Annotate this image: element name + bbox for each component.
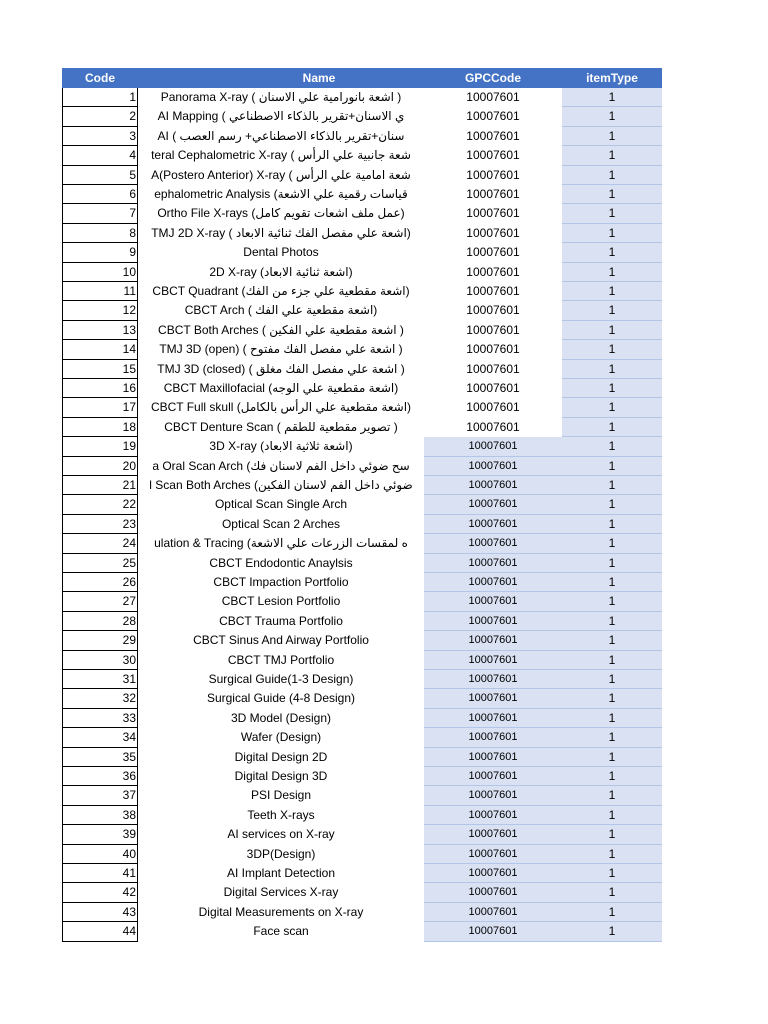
cell-code[interactable]: 15 [62,360,138,379]
cell-name[interactable]: ephalometric Analysis (قياسات رقمية علي الاشعة [154,187,408,201]
cell-itemtype[interactable]: 1 [562,554,662,573]
cell-itemtype[interactable]: 1 [562,282,662,301]
table-row[interactable] [62,243,662,262]
cell-code[interactable]: 30 [62,651,138,670]
cell-name[interactable]: Optical Scan 2 Arches [221,516,341,531]
cell-itemtype[interactable]: 1 [562,786,662,805]
table-row[interactable] [62,495,662,514]
cell-name[interactable]: Face scan [253,924,309,939]
cell-itemtype[interactable]: 1 [562,321,662,340]
cell-name[interactable]: TMJ 3D (closed) ( اشعة علي مفصل الفك مغلق ) [157,361,405,376]
cell-code[interactable]: 3 [62,127,138,146]
cell-itemtype[interactable]: 1 [562,418,662,437]
cell-gpccode[interactable]: 10007601 [466,419,520,434]
cell-code[interactable]: 13 [62,321,138,340]
cell-gpccode[interactable]: 10007601 [424,670,562,689]
table-row[interactable] [62,689,662,708]
cell-gpccode[interactable]: 10007601 [466,381,520,395]
cell-itemtype[interactable]: 1 [562,457,662,476]
table-row[interactable] [62,728,662,747]
cell-itemtype[interactable]: 1 [562,883,662,902]
cell-code[interactable]: 26 [62,573,138,592]
cell-code[interactable]: 8 [62,224,138,243]
cell-code[interactable]: 22 [62,495,138,514]
cell-code[interactable]: 4 [62,146,138,165]
table-row[interactable] [62,612,662,631]
table-row[interactable] [62,398,662,417]
cell-gpccode[interactable]: 10007601 [466,303,520,318]
cell-name[interactable]: CBCT Quadrant (اشعة مقطعية علي جزء من الفك) [152,284,410,298]
cell-itemtype[interactable]: 1 [562,185,662,204]
cell-code[interactable]: 10 [62,263,138,282]
cell-name[interactable]: AI services on X-ray [227,827,335,842]
cell-itemtype[interactable]: 1 [562,767,662,786]
table-row[interactable] [62,321,662,340]
cell-name[interactable]: Surgical Guide(1-3 Design) [208,672,354,686]
cell-gpccode[interactable]: 10007601 [424,845,562,864]
cell-gpccode[interactable]: 10007601 [424,709,562,728]
cell-itemtype[interactable]: 1 [562,166,662,185]
cell-name[interactable]: 3D X-ray (اشعة ثلاثية الابعاد) [209,439,353,454]
cell-gpccode[interactable]: 10007601 [466,342,520,357]
table-row[interactable] [62,263,662,282]
cell-code[interactable]: 7 [62,204,138,223]
cell-gpccode[interactable]: 10007601 [424,806,562,825]
cell-code[interactable]: 44 [62,922,138,941]
table-row[interactable] [62,631,662,650]
cell-name[interactable]: CBCT Both Arches ( اشعة مقطعية علي الفكين ) [158,322,404,337]
cell-name[interactable]: Ortho File X-rays (عمل ملف اشعات تقويم كامل) [157,206,405,221]
cell-code[interactable]: 21 [62,476,138,495]
cell-name[interactable]: AI Mapping ( ي الاسنان+تقرير بالذكاء الاصطناعي [157,109,405,124]
cell-itemtype[interactable]: 1 [562,806,662,825]
cell-itemtype[interactable]: 1 [562,224,662,243]
cell-itemtype[interactable]: 1 [562,728,662,747]
table-row[interactable] [62,651,662,670]
table-row[interactable] [62,379,662,398]
cell-code[interactable]: 42 [62,883,138,902]
cell-name[interactable]: A(Postero Anterior) X-ray ( شعة امامية علي الرأس [151,167,411,182]
cell-itemtype[interactable]: 1 [562,476,662,495]
cell-itemtype[interactable]: 1 [562,631,662,650]
cell-name[interactable]: Panorama X-ray ( اشعة بانورامية علي الاسنان ) [160,90,402,104]
cell-itemtype[interactable]: 1 [562,127,662,146]
table-row[interactable] [62,825,662,844]
table-row[interactable] [62,457,662,476]
cell-code[interactable]: 32 [62,689,138,708]
cell-code[interactable]: 41 [62,864,138,883]
table-row[interactable] [62,554,662,573]
cell-code[interactable]: 6 [62,185,138,204]
cell-itemtype[interactable]: 1 [562,263,662,282]
cell-code[interactable]: 23 [62,515,138,534]
cell-gpccode[interactable]: 10007601 [424,903,562,922]
cell-itemtype[interactable]: 1 [562,651,662,670]
cell-code[interactable]: 39 [62,825,138,844]
cell-itemtype[interactable]: 1 [562,360,662,379]
cell-code[interactable]: 14 [62,340,138,359]
cell-gpccode[interactable]: 10007601 [466,167,520,182]
cell-code[interactable]: 18 [62,418,138,437]
cell-name[interactable]: PSI Design [250,788,312,803]
cell-gpccode[interactable]: 10007601 [424,515,562,534]
cell-gpccode[interactable]: 10007601 [424,437,562,456]
table-row[interactable] [62,748,662,767]
cell-gpccode[interactable]: 10007601 [466,90,520,104]
cell-itemtype[interactable]: 1 [562,689,662,708]
cell-itemtype[interactable]: 1 [562,146,662,165]
cell-gpccode[interactable]: 10007601 [466,148,520,163]
cell-code[interactable]: 29 [62,631,138,650]
table-row[interactable] [62,146,662,165]
cell-name[interactable]: Surgical Guide (4-8 Design) [206,691,356,706]
cell-name[interactable]: TMJ 2D X-ray ( اشعة علي مفصل الفك ثنائية الابعاد) [151,225,411,240]
cell-gpccode[interactable]: 10007601 [424,457,562,476]
cell-itemtype[interactable]: 1 [562,437,662,456]
cell-name[interactable]: Digital Services X-ray [223,885,339,900]
cell-name[interactable]: Digital Measurements on X-ray [198,904,364,919]
cell-name[interactable]: CBCT Maxillofacial (اشعة مقطعية علي الوجه) [163,381,399,395]
cell-name[interactable]: 3DP(Design) [246,846,316,861]
cell-name[interactable]: Teeth X-rays [247,807,315,822]
table-row[interactable] [62,573,662,592]
cell-gpccode[interactable]: 10007601 [424,767,562,786]
cell-itemtype[interactable]: 1 [562,592,662,611]
table-row[interactable] [62,864,662,883]
cell-code[interactable]: 27 [62,592,138,611]
table-row[interactable] [62,166,662,185]
table-row[interactable] [62,786,662,805]
table-row[interactable] [62,476,662,495]
cell-itemtype[interactable]: 1 [562,922,662,941]
cell-itemtype[interactable]: 1 [562,825,662,844]
cell-code[interactable]: 34 [62,728,138,747]
cell-code[interactable]: 40 [62,845,138,864]
header-name[interactable]: Name [138,68,500,88]
cell-name[interactable]: CBCT TMJ Portfolio [227,652,335,667]
cell-code[interactable]: 33 [62,709,138,728]
cell-name[interactable]: CBCT Denture Scan ( تصوير مقطعية للطقم ) [164,419,398,434]
table-row[interactable] [62,845,662,864]
cell-itemtype[interactable]: 1 [562,301,662,320]
header-itemtype[interactable]: itemType [562,68,662,88]
cell-itemtype[interactable]: 1 [562,864,662,883]
cell-itemtype[interactable]: 1 [562,88,662,107]
cell-gpccode[interactable]: 10007601 [424,651,562,670]
table-row[interactable] [62,670,662,689]
cell-name[interactable]: Digital Design 3D [234,769,328,783]
cell-code[interactable]: 36 [62,767,138,786]
header-gpccode[interactable]: GPCCode [424,68,562,88]
cell-name[interactable]: l Scan Both Arches (ضوئي داخل الفم لاسنان الفكين [149,478,413,492]
cell-name[interactable]: TMJ 3D (open) ( اشعة علي مفصل الفك مفتوح ) [159,342,403,357]
cell-gpccode[interactable]: 10007601 [424,864,562,883]
cell-code[interactable]: 11 [62,282,138,301]
cell-itemtype[interactable]: 1 [562,204,662,223]
cell-gpccode[interactable]: 10007601 [466,225,520,240]
table-row[interactable] [62,418,662,437]
table-row[interactable] [62,515,662,534]
cell-name[interactable]: Digital Design 2D [234,749,328,764]
cell-name[interactable]: CBCT Impaction Portfolio [213,575,349,589]
table-row[interactable] [62,224,662,243]
cell-gpccode[interactable]: 10007601 [424,922,562,941]
cell-itemtype[interactable]: 1 [562,495,662,514]
cell-gpccode[interactable]: 10007601 [424,534,562,553]
cell-gpccode[interactable]: 10007601 [466,206,520,221]
cell-gpccode[interactable]: 10007601 [424,748,562,767]
table-row[interactable] [62,88,662,107]
cell-code[interactable]: 12 [62,301,138,320]
cell-code[interactable]: 16 [62,379,138,398]
cell-itemtype[interactable]: 1 [562,845,662,864]
cell-code[interactable]: 2 [62,107,138,126]
cell-gpccode[interactable]: 10007601 [424,631,562,650]
cell-gpccode[interactable]: 10007601 [424,495,562,514]
cell-code[interactable]: 9 [62,243,138,262]
cell-name[interactable]: a Oral Scan Arch (سح ضوئي داخل الفم لاسنان فك [152,458,410,473]
cell-gpccode[interactable]: 10007601 [466,284,520,298]
cell-code[interactable]: 37 [62,786,138,805]
cell-gpccode[interactable]: 10007601 [424,554,562,573]
cell-itemtype[interactable]: 1 [562,379,662,398]
cell-itemtype[interactable]: 1 [562,534,662,553]
cell-name[interactable]: CBCT Full skull (اشعة مقطعية علي الرأس بالكامل) [150,400,412,415]
cell-name[interactable]: Dental Photos [243,245,319,260]
cell-gpccode[interactable]: 10007601 [466,187,520,201]
cell-name[interactable]: AI ( سنان+تقرير بالذكاء الاصطناعي+ رسم العصب [157,128,405,143]
cell-gpccode[interactable]: 10007601 [466,128,520,143]
table-row[interactable] [62,282,662,301]
cell-itemtype[interactable]: 1 [562,573,662,592]
cell-gpccode[interactable]: 10007601 [424,728,562,747]
cell-gpccode[interactable]: 10007601 [424,573,562,592]
table-row[interactable] [62,437,662,456]
cell-gpccode[interactable]: 10007601 [424,612,562,631]
cell-gpccode[interactable]: 10007601 [424,825,562,844]
table-row[interactable] [62,107,662,126]
cell-itemtype[interactable]: 1 [562,398,662,417]
cell-gpccode[interactable]: 10007601 [424,786,562,805]
table-row[interactable] [62,204,662,223]
cell-code[interactable]: 28 [62,612,138,631]
cell-gpccode[interactable]: 10007601 [424,883,562,902]
table-row[interactable] [62,301,662,320]
cell-itemtype[interactable]: 1 [562,107,662,126]
table-row[interactable] [62,360,662,379]
cell-itemtype[interactable]: 1 [562,903,662,922]
cell-code[interactable]: 19 [62,437,138,456]
cell-itemtype[interactable]: 1 [562,243,662,262]
cell-name[interactable]: AI Implant Detection [226,866,336,880]
cell-name[interactable]: ulation & Tracing (ه لمقسات الزرعات علي الاشعة [154,536,408,551]
cell-name[interactable]: CBCT Lesion Portfolio [221,594,341,609]
table-row[interactable] [62,806,662,825]
cell-itemtype[interactable]: 1 [562,748,662,767]
cell-code[interactable]: 38 [62,806,138,825]
cell-code[interactable]: 24 [62,534,138,553]
table-row[interactable] [62,903,662,922]
cell-name[interactable]: 3D Model (Design) [230,710,332,725]
table-row[interactable] [62,340,662,359]
table-row[interactable] [62,592,662,611]
cell-name[interactable]: 2D X-ray (اشعة ثنائية الابعاد) [209,264,353,279]
cell-gpccode[interactable]: 10007601 [424,592,562,611]
cell-gpccode[interactable]: 10007601 [466,264,520,279]
cell-itemtype[interactable]: 1 [562,612,662,631]
cell-name[interactable]: CBCT Sinus And Airway Portfolio [193,633,369,648]
cell-itemtype[interactable]: 1 [562,340,662,359]
cell-name[interactable]: CBCT Arch ( اشعة مقطعية علي الفك) [184,303,378,318]
cell-gpccode[interactable]: 10007601 [424,476,562,495]
cell-gpccode[interactable]: 10007601 [466,361,520,376]
cell-code[interactable]: 20 [62,457,138,476]
cell-itemtype[interactable]: 1 [562,709,662,728]
table-row[interactable] [62,185,662,204]
header-code[interactable]: Code [62,68,138,88]
cell-gpccode[interactable]: 10007601 [466,245,520,260]
cell-name[interactable]: CBCT Endodontic Anaylsis [209,555,353,570]
cell-code[interactable]: 1 [62,88,138,107]
cell-code[interactable]: 43 [62,903,138,922]
cell-name[interactable]: CBCT Trauma Portfolio [219,613,343,628]
cell-name[interactable]: teral Cephalometric X-ray ( شعة جانبية علي الرأس [151,148,411,163]
cell-gpccode[interactable]: 10007601 [424,689,562,708]
cell-gpccode[interactable]: 10007601 [466,109,520,124]
table-row[interactable] [62,922,662,941]
cell-gpccode[interactable]: 10007601 [466,400,520,415]
cell-code[interactable]: 25 [62,554,138,573]
cell-name[interactable]: Optical Scan Single Arch [214,497,348,512]
cell-code[interactable]: 35 [62,748,138,767]
table-row[interactable] [62,883,662,902]
table-row[interactable] [62,534,662,553]
cell-code[interactable]: 31 [62,670,138,689]
cell-itemtype[interactable]: 1 [562,515,662,534]
table-row[interactable] [62,767,662,786]
cell-gpccode[interactable]: 10007601 [466,322,520,337]
cell-code[interactable]: 17 [62,398,138,417]
cell-itemtype[interactable]: 1 [562,670,662,689]
cell-code[interactable]: 5 [62,166,138,185]
table-row[interactable] [62,127,662,146]
table-row[interactable] [62,709,662,728]
cell-name[interactable]: Wafer (Design) [240,730,322,745]
